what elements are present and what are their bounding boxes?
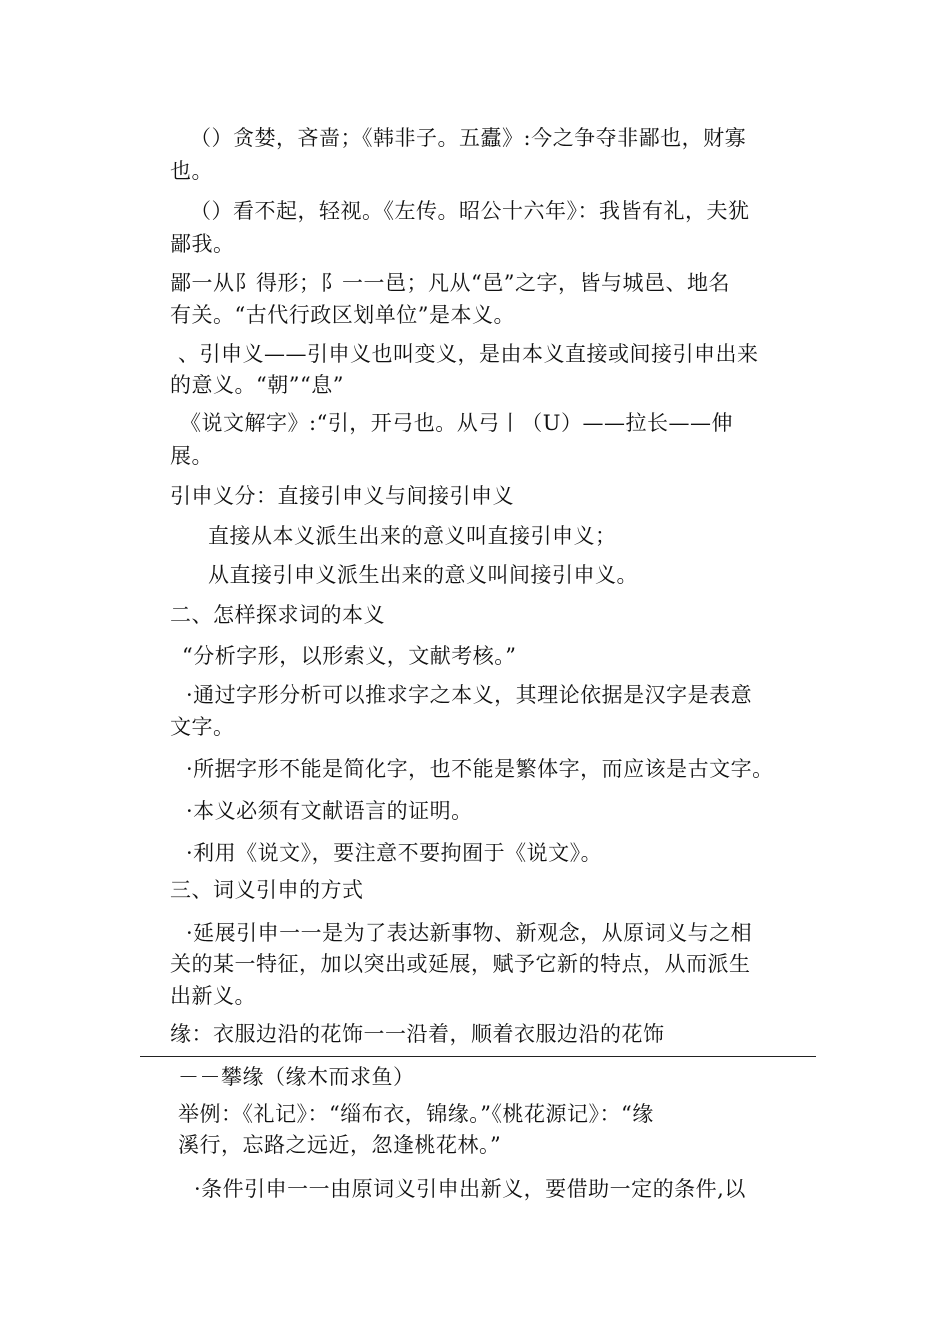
- text-line-9: 《说文解字》:“引，开弓也。从弓丨（U）——拉长——伸: [180, 411, 734, 435]
- text-line-4: 鄙我。: [170, 232, 235, 256]
- text-line-17: 文字。: [170, 715, 235, 739]
- text-line-6: 有关。“古代行政区划单位”是本义。: [170, 303, 515, 327]
- text-line-11: 引申义分：直接引申义与间接引申义: [170, 484, 514, 508]
- text-line-25: 缘：衣服边沿的花饰一一沿着，顺着衣服边沿的花饰: [170, 1022, 665, 1046]
- bullet-item-1: ·通过字形分析可以推求字之本义，其理论依据是汉字是表意: [186, 683, 753, 707]
- text-line-10: 展。: [170, 444, 213, 468]
- page-divider: [140, 1056, 816, 1057]
- text-line-1: （）贪婪，吝啬；《韩非子。五蠹》:今之争夺非鄙也，财寡: [190, 126, 747, 150]
- text-line-2: 也。: [170, 159, 213, 183]
- text-line-12: 直接从本义派生出来的意义叫直接引申义；: [208, 524, 617, 548]
- bullet-item-5: ·延展引申一一是为了表达新事物、新观念，从原词义与之相: [186, 921, 753, 945]
- text-line-7: 、引申义——引申义也叫变义，是由本义直接或间接引申出来: [178, 342, 759, 366]
- section-heading-3: 三、词义引申的方式: [170, 878, 364, 902]
- text-line-26: －－攀缘（缘木而求鱼）: [178, 1065, 415, 1089]
- section-heading-2: 二、怎样探求词的本义: [170, 603, 385, 627]
- bullet-item-2: ·所据字形不能是简化字，也不能是繁体字，而应该是古文字。: [186, 757, 774, 781]
- bullet-item-4: ·利用《说文》，要注意不要拘囿于《说文》。: [186, 841, 603, 865]
- text-line-27: 举例：《礼记》：“缁布衣，锦缘。”《桃花源记》：“缘: [178, 1102, 654, 1126]
- bullet-item-6: ·条件引申一一由原词义引申出新义，要借助一定的条件,以: [194, 1177, 746, 1201]
- text-line-8: 的意义。“朝”“息”: [170, 373, 344, 397]
- bullet-item-3: ·本义必须有文献语言的证明。: [186, 799, 473, 823]
- text-line-3: （）看不起，轻视。《左传。昭公十六年》：我皆有礼，夫犹: [190, 199, 750, 223]
- text-line-28: 溪行，忘路之远近，忽逢桃花林。”: [178, 1133, 502, 1157]
- text-line-24: 出新义。: [170, 984, 256, 1008]
- text-line-13: 从直接引申义派生出来的意义叫间接引申义。: [208, 563, 638, 587]
- text-line-15: “分析字形，以形索义，文献考核。”: [182, 644, 517, 668]
- text-line-23: 关的某一特征，加以突出或延展，赋予它新的特点，从而派生: [170, 952, 751, 976]
- text-line-5: 鄙一从阝得形；阝一一邑；凡从“邑”之字，皆与城邑、地名: [170, 271, 730, 295]
